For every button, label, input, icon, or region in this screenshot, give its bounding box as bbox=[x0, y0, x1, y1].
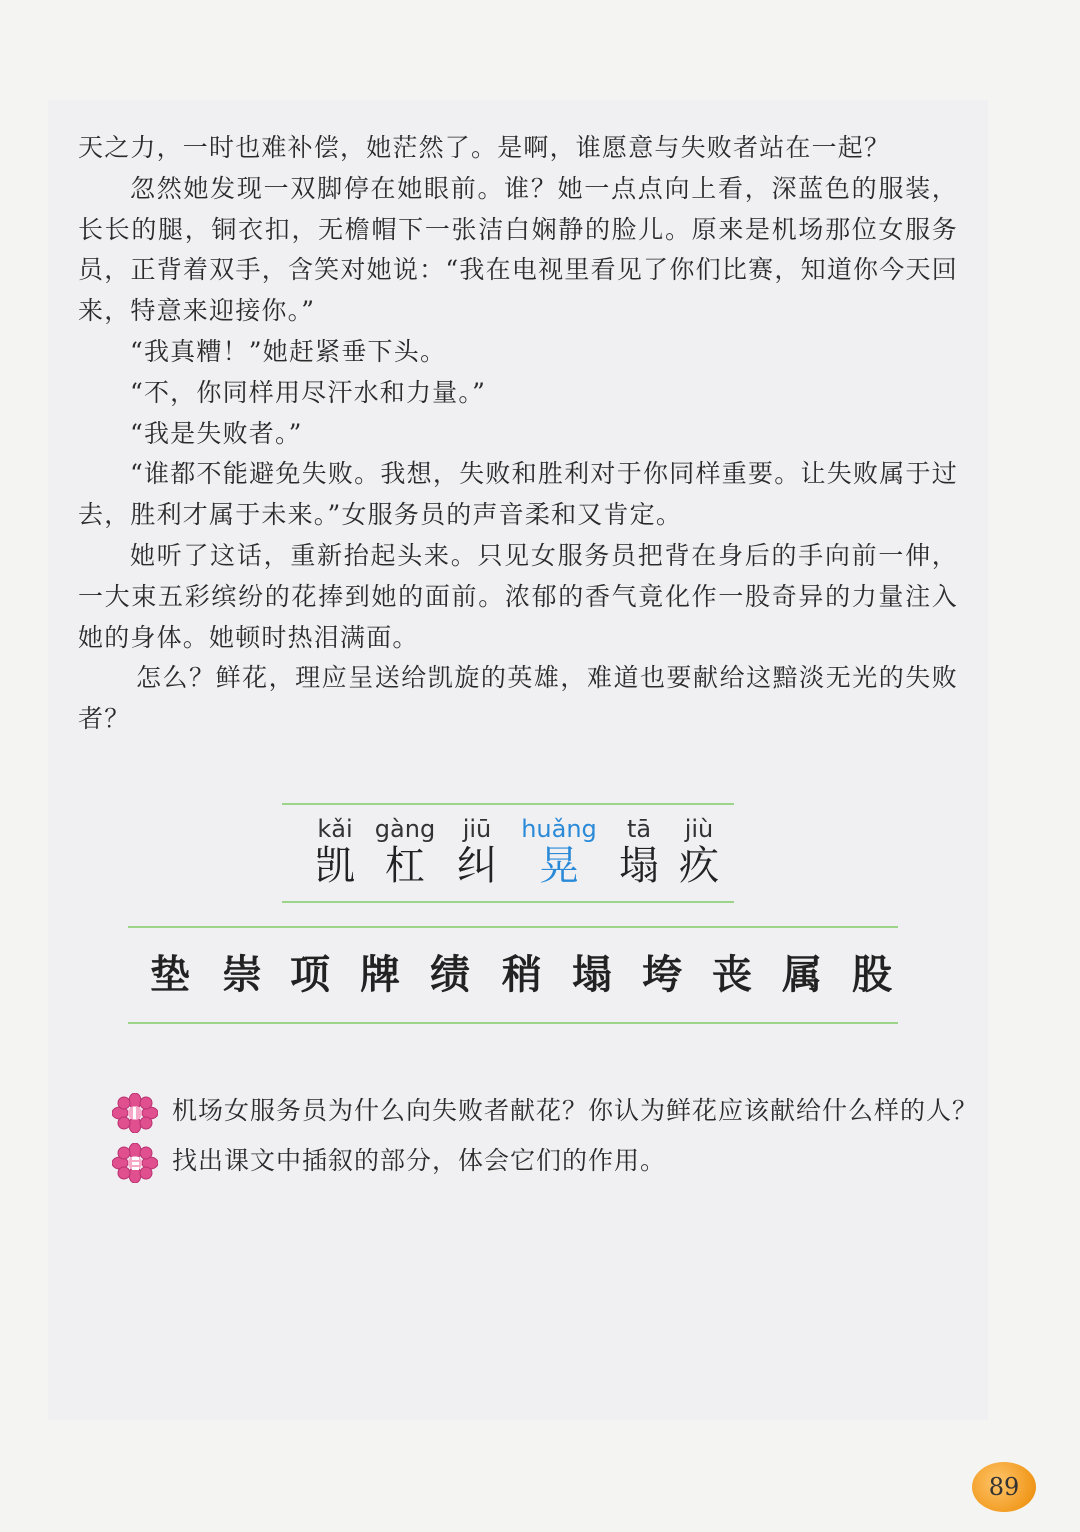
pinyin: jiù bbox=[684, 815, 714, 843]
pinyin: kǎi bbox=[317, 815, 353, 843]
paragraph: “我是失败者。” bbox=[130, 418, 303, 448]
flower-icon bbox=[112, 1093, 158, 1133]
new-characters-reading-box bbox=[282, 803, 734, 903]
vocab-item bbox=[370, 815, 440, 889]
character: 崇 bbox=[222, 951, 262, 998]
exercise-questions bbox=[112, 1088, 982, 1188]
character: 项 bbox=[290, 951, 330, 998]
character: 丧 bbox=[712, 951, 752, 998]
vocab-item bbox=[664, 815, 734, 889]
character: 属 bbox=[782, 951, 822, 998]
character: 疚 bbox=[679, 843, 719, 889]
flower-icon bbox=[112, 1143, 158, 1183]
character: 稍 bbox=[502, 951, 542, 998]
character: 杠 bbox=[385, 843, 425, 889]
new-characters-writing-box bbox=[128, 926, 898, 1024]
question-item bbox=[112, 1138, 982, 1188]
paragraph: “我真糟！”她赶紧垂下头。 bbox=[130, 336, 447, 366]
lesson-text bbox=[78, 128, 958, 740]
paragraph: 怎么？鲜花，理应呈送给凯旋的英雄，难道也要献给这黯淡无光的失败者？ bbox=[78, 663, 958, 734]
character: 垫 bbox=[150, 951, 190, 998]
character: 塌 bbox=[619, 843, 659, 889]
character: 垮 bbox=[642, 951, 682, 998]
pinyin: gàng bbox=[374, 815, 436, 843]
character: 绩 bbox=[430, 951, 470, 998]
paragraph: 她听了这话，重新抬起头来。只见女服务员把背在身后的手向前一伸，一大束五彩缤纷的花捧到她的面前。浓郁的香气竟化作一股奇异的力量注入她的身体。她顿时热泪满面。 bbox=[78, 540, 958, 652]
pinyin: jiū bbox=[462, 815, 492, 843]
character: 牌 bbox=[360, 951, 400, 998]
vocab-item-highlighted bbox=[514, 815, 604, 889]
character: 股 bbox=[852, 951, 892, 998]
paragraph: 忽然她发现一双脚停在她眼前。谁？她一点点向上看，深蓝色的服装，长长的腿，铜衣扣，无檐帽下一张洁白娴静的脸儿。原来是机场那位女服务员，正背着双手，含笑对她说：“我在电视里看见了你们比赛，知道你今天回来，特意来迎接你。” bbox=[78, 173, 958, 326]
character: 纠 bbox=[457, 843, 497, 889]
character: 晃 bbox=[539, 843, 579, 889]
pinyin: tā bbox=[626, 815, 652, 843]
page-number: 89 bbox=[972, 1462, 1036, 1512]
vocab-item bbox=[442, 815, 512, 889]
paragraph: “不，你同样用尽汗水和力量。” bbox=[130, 377, 487, 407]
paragraph: 天之力，一时也难补偿，她茫然了。是啊，谁愿意与失败者站在一起？ bbox=[78, 133, 891, 162]
character: 凯 bbox=[315, 843, 355, 889]
writing-characters bbox=[128, 928, 898, 1022]
pinyin: huǎng bbox=[521, 815, 597, 843]
character: 塌 bbox=[572, 951, 612, 998]
question-text: 机场女服务员为什么向失败者献花？你认为鲜花应该献给什么样的人？ bbox=[172, 1096, 979, 1125]
vocab-item bbox=[300, 815, 370, 889]
question-item bbox=[112, 1088, 982, 1138]
paragraph: “谁都不能避免失败。我想，失败和胜利对于你同样重要。让失败属于过去，胜利才属于未来。”女服务员的声音柔和又肯定。 bbox=[78, 459, 958, 530]
question-text: 找出课文中插叙的部分，体会它们的作用。 bbox=[172, 1146, 667, 1175]
